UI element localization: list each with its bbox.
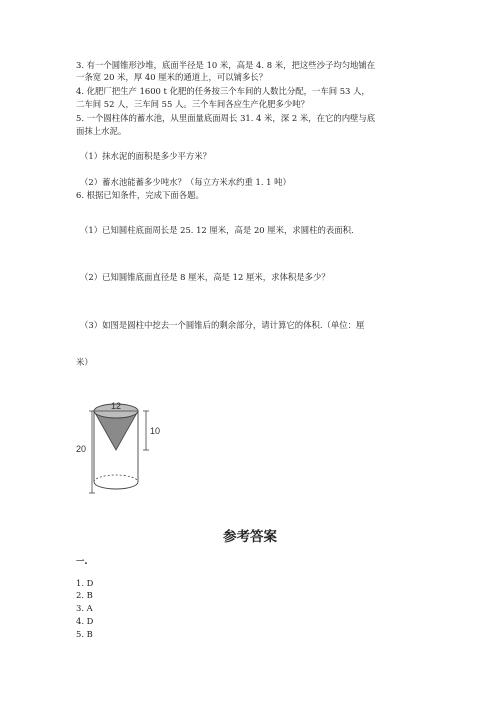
question-5-sub-1: （1）抹水泥的面积是多少平方米？: [80, 151, 211, 161]
question-5-sub-2: （2）蓄水池能蓄多少吨水？（每立方米水约重 1. 1 吨）: [80, 177, 291, 187]
answer-item: 1. D: [76, 578, 94, 588]
answer-section-heading: 一.: [76, 556, 88, 566]
answer-item: 4. D: [76, 616, 94, 626]
cylinder-height-label: 20: [76, 444, 87, 454]
question-4-line-2: 二车间 52 人，三车间 55 人。三个车间各应生产化肥多少吨？: [76, 99, 309, 109]
question-6-sub-2: （2）已知圆锥底面直径是 8 厘米，高是 12 厘米，求体积是多少？: [80, 272, 330, 282]
cone-height-label: 10: [150, 426, 161, 436]
top-diameter-label: 12: [111, 401, 122, 411]
question-6-line-1: 6. 根据已知条件，完成下面各题。: [76, 190, 204, 200]
question-3-line-1: 3. 有一个圆锥形沙堆，底面半径是 10 米，高是 4. 8 米，把这些沙子均匀地铺在: [76, 60, 376, 70]
question-3-line-2: 一条宽 20 米，厚 40 厘米的通道上，可以铺多长？: [76, 72, 268, 82]
answer-item: 5. B: [76, 629, 93, 639]
question-6-sub-3-line-2: 米）: [76, 357, 93, 367]
question-6-sub-1: （1）已知圆柱底面周长是 25. 12 厘米，高是 20 厘米，求圆柱的表面积.: [80, 225, 354, 235]
question-5-line-2: 面抹上水泥。: [76, 126, 127, 136]
answer-item: 3. A: [76, 603, 93, 613]
answer-item: 2. B: [76, 590, 93, 600]
cylinder-bottom-front-arc: [94, 482, 138, 489]
cylinder-bottom-back-arc: [94, 475, 138, 482]
question-4-line-1: 4. 化肥厂把生产 1600 t 化肥的任务按三个车间的人数比分配，一车间 53 人，: [76, 86, 370, 96]
question-6-sub-3-line-1: （3）如图是圆柱中挖去一个圆锥后的剩余部分，请计算它的体积.（单位：厘: [80, 320, 365, 330]
cylinder-cone-figure: [70, 400, 180, 500]
answer-key-title: 参考答案: [223, 529, 277, 545]
question-5-line-1: 5. 一个圆柱体的蓄水池，从里面量底面周长 31. 4 米，深 2 米，在它的内壁与底: [76, 113, 376, 123]
